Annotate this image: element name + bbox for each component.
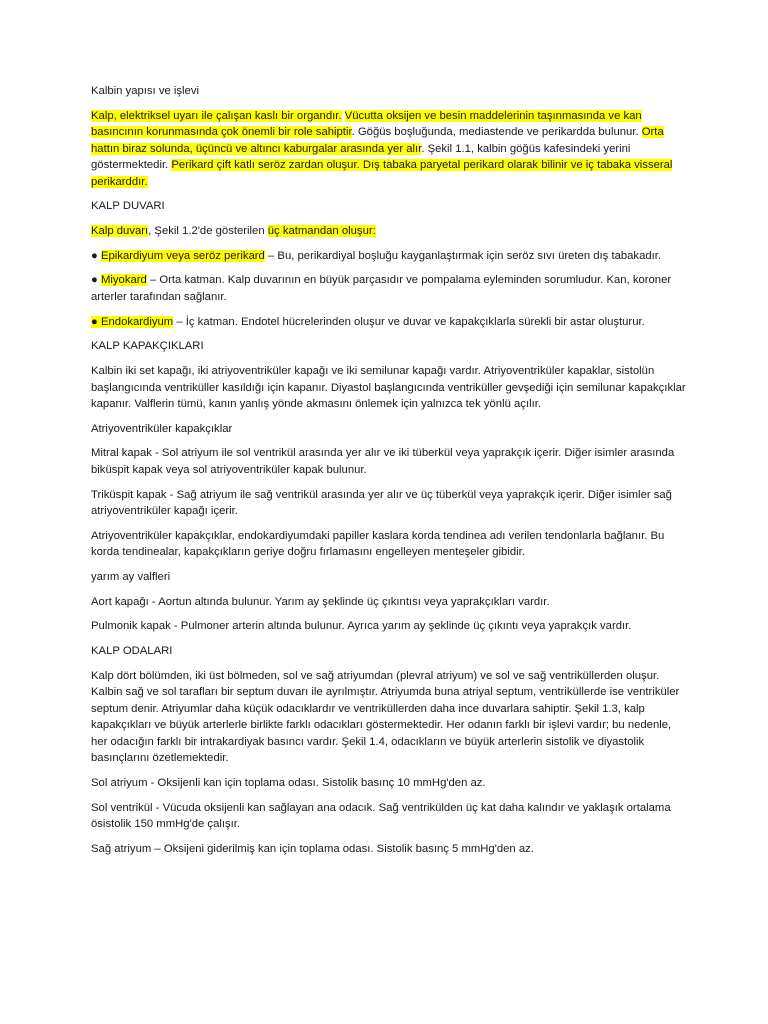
subheading [91, 421, 688, 438]
paragraph [91, 800, 688, 833]
bullet-item [91, 272, 688, 305]
text-run: Atriyoventriküler kapakçıklar [91, 422, 233, 435]
text-run: Kalbin yapısı ve işlevi [91, 85, 199, 97]
paragraph [91, 223, 688, 240]
bullet-icon: ● [91, 249, 101, 262]
text-run: KALP KAPAKÇIKLARI [91, 340, 204, 353]
highlighted-text: Kalp, elektriksel uyarı ile çalışan kaslı bir organdır. [91, 109, 342, 122]
highlighted-text: üç katmandan oluşur: [267, 225, 376, 238]
paragraph [91, 445, 688, 478]
highlighted-text: Perikard çift katlı seröz zardan oluşur. Dış tabaka paryetal perikard olarak bilinir ve iç tabaka visseral perikarddır. [91, 159, 673, 188]
text-run: KALP DUVARI [91, 200, 165, 213]
bullet-item [91, 314, 688, 331]
highlighted-text: Kalp duvarı [91, 225, 149, 238]
text-run: Pulmonik kapak - Pulmoner arterin altında bulunur. Ayrıca yarım ay şeklinde üç çıkıntı veya yaprakçık vardır. [91, 620, 632, 633]
paragraph [91, 83, 688, 100]
text-run: . Göğüs boşluğunda, mediastende ve perikardda bulunur. [351, 126, 642, 139]
section-heading [91, 338, 688, 355]
text-run: Sol atriyum - Oksijenli kan için toplama odası. Sistolik basınç 10 mmHg'den az. [91, 776, 486, 789]
text-run: Kalp dört bölümden, iki üst bölmeden, sol ve sağ atriyumdan (plevral atriyum) ve sol ve sağ ventriküllerden oluşur. Kalbin sağ ve sol tarafları bir septum duvarı ile ayrılmıştır. Atriyumda buna atriyal septum, ventriküllerde ise ventriküler septum denir. Atriyumlar daha küçük odacıklardır ve ventriküllerden daha ince duvarlara sahiptir. Şekil 1.3, kalp kapakçıkları ve büyük arterlerle birlikte farklı odacıkları göstermektedir. Her odanın farklı bir işlevi vardır; bu nedenle, her odacığın farklı bir intrakardiyak basıncı vardır. Şekil 1.4, odacıkların ve büyük arterlerin sistolik ve diyastolik basınçlarını özetlemektedir. [91, 669, 680, 765]
text-run: KALP ODALARI [91, 645, 173, 657]
highlighted-text: ● Endokardiyum [91, 315, 174, 328]
text-run: . Şekil 1.1, kalbin göğüs kafesindeki yerini göstermektedir. [91, 142, 631, 172]
paragraph [91, 841, 688, 858]
bullet-icon: ● [91, 274, 101, 287]
paragraph [91, 487, 688, 520]
paragraph [91, 618, 688, 635]
paragraph [91, 363, 688, 413]
subheading [91, 569, 688, 586]
highlighted-text: Epikardiyum veya seröz perikard [100, 249, 265, 262]
text-run: – Bu, perikardiyal boşluğu kayganlaştırmak için seröz sıvı üreten dış tabakadır. [264, 249, 662, 262]
paragraph [91, 528, 688, 561]
text-run: Sol ventrikül - Vücuda oksijenli kan sağlayan ana odacık. Sağ ventrikülden üç kat daha kalındır ve yaklaşık ortalama ösistolik 150 mmHg'de çalışır. [91, 801, 671, 831]
text-run: – İç katman. Endotel hücrelerinden oluşur ve duvar ve kapakçıklarla sürekli bir astar oluşturur. [173, 315, 645, 328]
section-heading [91, 198, 688, 215]
bullet-item [91, 248, 688, 265]
section-heading [91, 643, 688, 660]
text-run: Sağ atriyum – Oksijeni giderilmiş kan için toplama odası. Sistolik basınç 5 mmHg'den az. [91, 842, 534, 855]
paragraph [91, 668, 688, 767]
text-run: Atriyoventriküler kapakçıklar, endokardiyumdaki papiller kaslara korda tendinea adı verilen tendonlarla bağlanır. Bu korda tendinealar, kapakçıkların geriye doğru fırlamasını engelleyen menteşeler gibidir. [91, 529, 665, 559]
text-run: Mitral kapak - Sol atriyum ile sol ventrikül arasında yer alır ve iki tüberkül veya yaprakçık içerir. Diğer isimler arasında biküspit kapak veya sol atriyoventriküler kapak bulunur. [91, 447, 675, 476]
highlighted-text: Orta hattın biraz solunda, üçüncü ve altıncı kaburgalar arasında yer alır [91, 126, 664, 155]
highlighted-text: Miyokard [100, 274, 147, 287]
text-run: yarım ay valfleri [91, 570, 171, 583]
text-run: , Şekil 1.2'de gösterilen [148, 225, 268, 238]
text-run: Aort kapağı - Aortun altında bulunur. Yarım ay şeklinde üç çıkıntısı veya yaprakçıkları vardır. [91, 595, 550, 608]
text-run: Triküspit kapak - Sağ atriyum ile sağ ventrikül arasında yer alır ve üç tüberkül veya yaprakçık içerir. Diğer isimler sağ atriyoventriküler kapağı içerir. [91, 488, 672, 518]
text-run: – Orta katman. Kalp duvarının en büyük parçasıdır ve pompalama eyleminden sorumludur. Kan, koroner arterler tarafından sağlanır. [91, 274, 672, 303]
highlighted-text: Vücutta oksijen ve besin maddelerinin taşınmasında ve kan basıncının korunmasında çok önemli bir role sahiptir [91, 109, 642, 139]
paragraph [91, 108, 688, 191]
paragraph [91, 775, 688, 792]
paragraph [91, 594, 688, 611]
text-run: Kalbin iki set kapağı, iki atriyoventriküler kapağı ve iki semilunar kapağı vardır. Atriyoventriküler kapaklar, sistolün başlangıcında ventriküller kasıldığı için kapanır. Diyastol başlangıcında ventriküller gevşediği için semilunar kapakçıklar kapanır. Valflerin tümü, kanın yanlış yönde akmasını önlemek için yalnızca tek yönlü açılır. [91, 365, 686, 410]
